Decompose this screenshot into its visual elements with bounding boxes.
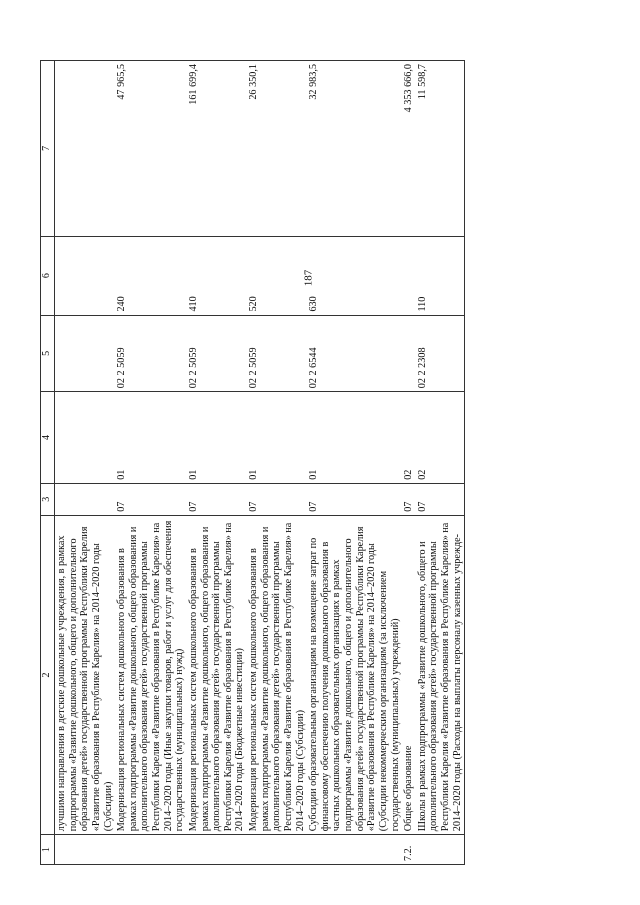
row-section: 07 (187, 483, 247, 515)
row-target-article: 02 2 2308 (416, 315, 465, 392)
row-section: 07 (307, 483, 402, 515)
row-target-article: 02 2 5059 (115, 315, 187, 392)
row-number (55, 835, 116, 865)
header-col-1: 1 (41, 835, 55, 865)
row-sum (55, 61, 116, 237)
header-col-3: 3 (41, 483, 55, 515)
table-row (247, 61, 307, 865)
row-sum: 26 350,1 (247, 61, 307, 237)
row-sum: 161 699,4 (187, 61, 247, 237)
table-row (115, 61, 187, 865)
row-sum: 4 353 666,0 (402, 61, 416, 237)
table-row (307, 61, 402, 865)
row-number (115, 835, 187, 865)
row-description: Субсидии образовательным организациям на возмещение затрат по финансовому обеспечению получения дошкольного образования в частных дошкольных образовательных организациях в рамках подпрограммы «Развитие дошкольного, общего и дополнительного образования детей» государственной программы Республики Карелия «Развитие образования в Республике Карелия» на 2014–2020 годы (Субсидии некоммерческим организациям (за исключением государственных (муниципальных) учреждений) (307, 515, 402, 834)
header-col-5: 5 (41, 315, 55, 392)
header-col-4: 4 (41, 392, 55, 484)
row-expense-type: 240 (115, 236, 187, 315)
row-target-article: 02 2 6544 (307, 315, 402, 392)
header-col-2: 2 (41, 515, 55, 834)
row-subsection: 02 (416, 392, 465, 484)
row-description: Модернизация региональных систем дошкольного образования в рамках подпрограммы «Развитие дошкольного, общего образования и дополнительного образования детей» государственной программы Республики Карелия «Развитие образования в Республике Карелия» на 2014–2020 годы (Бюджетные инвестиции) (187, 515, 247, 834)
table-header-row (41, 61, 55, 865)
row-expense-type (402, 236, 416, 315)
header-col-6: 6 (41, 236, 55, 315)
row-section: 07 (247, 483, 307, 515)
row-subsection: 01 (307, 392, 402, 484)
row-section: 07 (416, 483, 465, 515)
row-expense-type: 630 (307, 236, 402, 315)
page-number: 187 (302, 269, 315, 287)
row-number (416, 835, 465, 865)
row-number (247, 835, 307, 865)
row-section: 07 (402, 483, 416, 515)
row-target-article (402, 315, 416, 392)
row-subsection: 01 (187, 392, 247, 484)
row-sum: 32 983,5 (307, 61, 402, 237)
row-number: 7.2. (402, 835, 416, 865)
table-row (55, 61, 116, 865)
row-sum: 47 965,5 (115, 61, 187, 237)
row-subsection: 01 (247, 392, 307, 484)
row-sum: 11 598,7 (416, 61, 465, 237)
row-subsection: 01 (115, 392, 187, 484)
row-description: Модернизация региональных систем дошкольного образования в рамках подпрограммы «Развитие дошкольного, общего образования и дополнительного образования детей» государственной программы Республики Карелия «Развитие образования в Республике Карелия» на 2014–2020 годы (Иные закупки товаров, работ и услуг для обеспечения государственных (муниципальных) нужд) (115, 515, 187, 834)
row-description: Школы в рамках подпрограммы «Развитие дошкольного, общего и дополнительного образования детей» государственной программы Республики Карелия «Развитие образования в Республике Карелия» на 2014–2020 годы (Расходы на выплаты персоналу казенных учрежде- (416, 515, 465, 834)
row-expense-type: 520 (247, 236, 307, 315)
row-description: Общее образование (402, 515, 416, 834)
row-subsection (55, 392, 116, 484)
row-target-article: 02 2 5059 (187, 315, 247, 392)
table-row (416, 61, 465, 865)
budget-table (40, 60, 465, 865)
row-number (307, 835, 402, 865)
rotated-table-container (40, 60, 586, 865)
row-section (55, 483, 116, 515)
row-description: лучшими направления в детские дошкольные учреждения, в рамках подпрограммы «Развитие дошкольного, общего и дополнительного образования детей» государственной программы Республики Карелия «Развитие образования в Республике Карелия» на 2014–2020 годы (Субсидии) (55, 515, 116, 834)
row-expense-type: 410 (187, 236, 247, 315)
table-row (187, 61, 247, 865)
header-col-7: 7 (41, 61, 55, 237)
row-expense-type (55, 236, 116, 315)
table-row (402, 61, 416, 865)
row-target-article (55, 315, 116, 392)
row-description: Модернизация региональных систем дошкольного образования в рамках подпрограммы «Развитие дошкольного, общего образования и дополнительного образования детей» государственной программы Республики Карелия «Развитие образования в Республике Карелия» на 2014–2020 годы (Субсидии) (247, 515, 307, 834)
row-number (187, 835, 247, 865)
row-section: 07 (115, 483, 187, 515)
row-subsection: 02 (402, 392, 416, 484)
row-target-article: 02 2 5059 (247, 315, 307, 392)
row-expense-type: 110 (416, 236, 465, 315)
